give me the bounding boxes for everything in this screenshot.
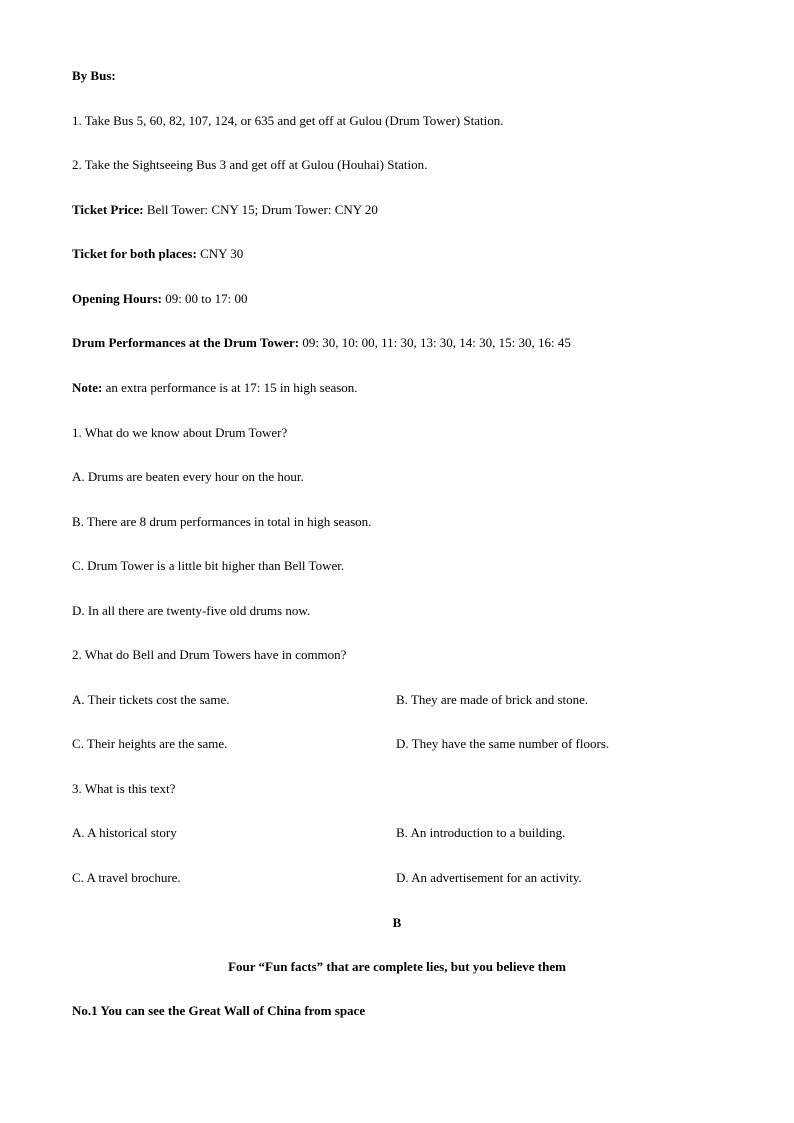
bus-route-1: 1. Take Bus 5, 60, 82, 107, 124, or 635 and get off at Gulou (Drum Tower) Station. — [72, 113, 504, 128]
section-b-title: Four “Fun facts” that are complete lies, but you believe them — [228, 959, 566, 974]
ticket-both-value: CNY 30 — [196, 246, 244, 261]
fun-fact-1-heading: No.1 You can see the Great Wall of China from space — [72, 1003, 366, 1018]
note — [72, 380, 358, 396]
note-label: Note: — [72, 380, 103, 395]
opening-hours-value: 09: 00 to 17: 00 — [161, 291, 248, 306]
question-3-option-d: D. An advertisement for an activity. — [396, 870, 582, 885]
ticket-both — [72, 246, 243, 262]
question-3-option-c: C. A travel brochure. — [72, 870, 181, 885]
question-1-option-d: D. In all there are twenty-five old drums now. — [72, 603, 311, 618]
drum-performances-value: 09: 30, 10: 00, 11: 30, 13: 30, 14: 30, 15: 30, 16: 45 — [299, 335, 571, 350]
question-2-option-c: C. Their heights are the same. — [72, 736, 228, 751]
by-bus-heading: By Bus: — [72, 68, 116, 83]
ticket-price — [72, 202, 378, 218]
question-1-option-a: A. Drums are beaten every hour on the hour. — [72, 469, 304, 484]
ticket-both-label: Ticket for both places: — [72, 246, 197, 261]
question-1-option-c: C. Drum Tower is a little bit higher than Bell Tower. — [72, 558, 345, 573]
section-b-letter: B — [392, 915, 402, 930]
drum-performances — [72, 335, 571, 351]
ticket-price-value: Bell Tower: CNY 15; Drum Tower: CNY 20 — [143, 202, 378, 217]
question-3: 3. What is this text? — [72, 781, 176, 796]
question-2-option-a: A. Their tickets cost the same. — [72, 692, 230, 707]
opening-hours — [72, 291, 248, 307]
question-3-option-b: B. An introduction to a building. — [396, 825, 566, 840]
question-1: 1. What do we know about Drum Tower? — [72, 425, 288, 440]
question-3-option-a: A. A historical story — [72, 825, 177, 840]
ticket-price-label: Ticket Price: — [72, 202, 144, 217]
opening-hours-label: Opening Hours: — [72, 291, 162, 306]
question-1-option-b: B. There are 8 drum performances in total in high season. — [72, 514, 372, 529]
drum-performances-label: Drum Performances at the Drum Tower: — [72, 335, 300, 350]
question-2-option-d: D. They have the same number of floors. — [396, 736, 610, 751]
question-2: 2. What do Bell and Drum Towers have in common? — [72, 647, 347, 662]
note-value: an extra performance is at 17: 15 in high season. — [102, 380, 358, 395]
bus-route-2: 2. Take the Sightseeing Bus 3 and get off at Gulou (Houhai) Station. — [72, 157, 428, 172]
question-2-option-b: B. They are made of brick and stone. — [396, 692, 589, 707]
